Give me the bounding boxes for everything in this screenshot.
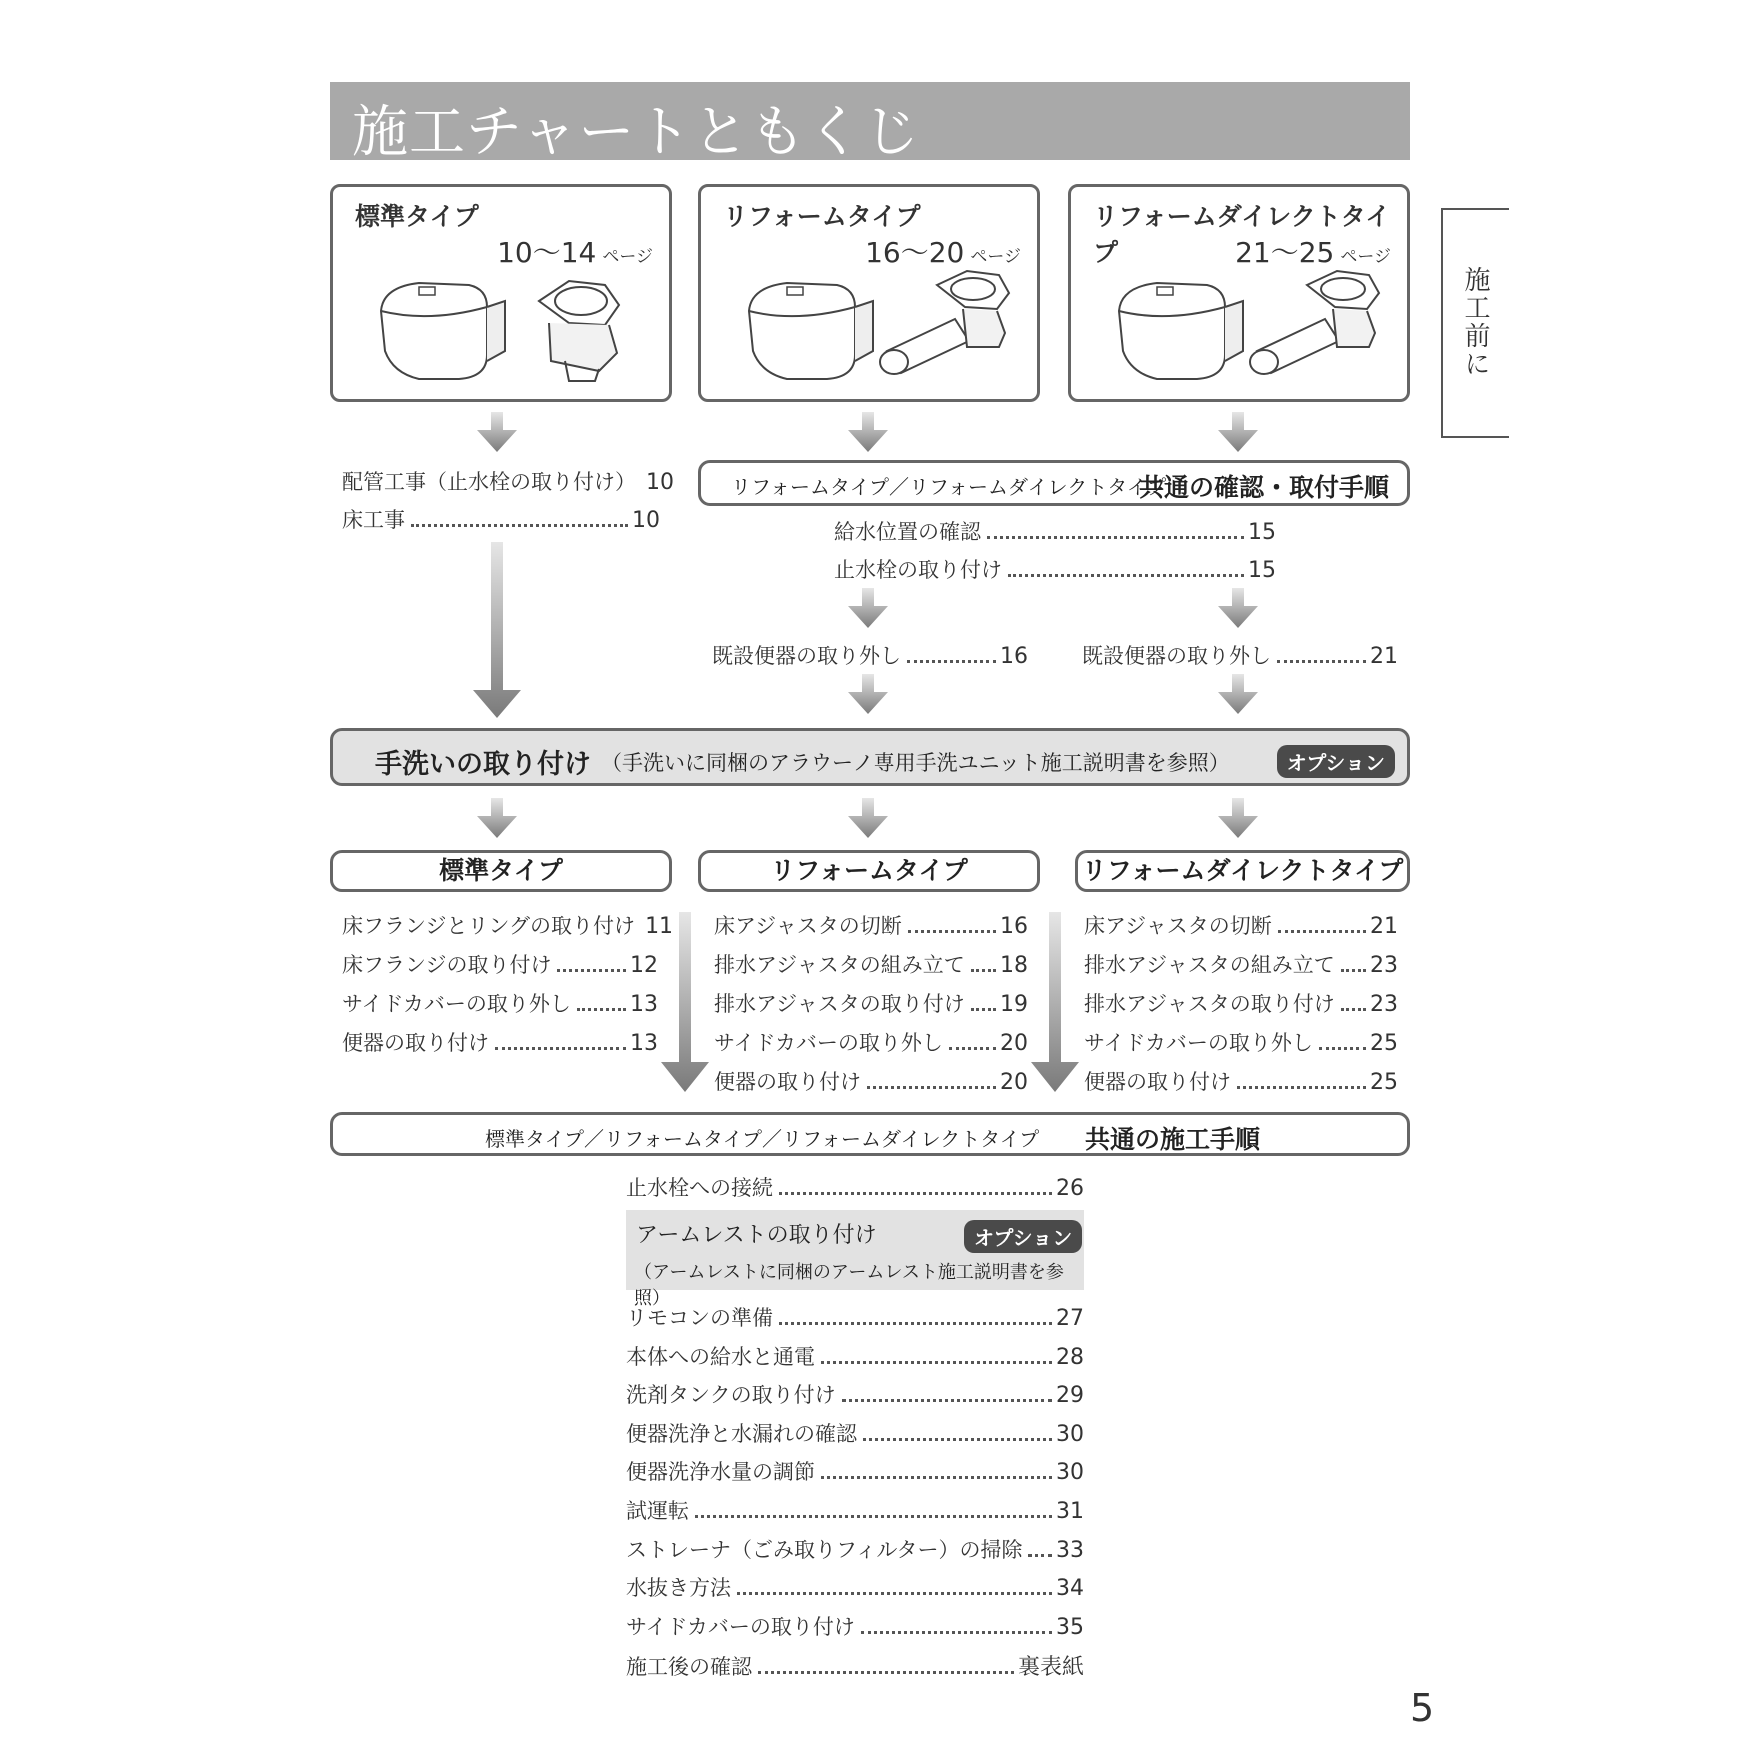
toc-entry[interactable]: 床工事 10 (342, 508, 660, 533)
toc-entry[interactable]: 便器の取り付け 20 (714, 1070, 1028, 1095)
arrow-down (477, 798, 517, 838)
toc-entry[interactable]: 排水アジャスタの取り付け 19 (714, 992, 1028, 1017)
arrow-down-long (661, 912, 709, 1092)
option-badge: オプション (964, 1220, 1082, 1253)
arrow-down (848, 674, 888, 714)
page-title: 施工チャートともくじ (352, 100, 921, 165)
type-header-standard (330, 850, 672, 892)
type-name: リフォームダイレクトタイプ (1093, 202, 1391, 267)
option-badge: オプション (1277, 745, 1395, 778)
toc-entry[interactable]: サイドカバーの取り付け 35 (626, 1615, 1084, 1640)
type-header-reform-direct (1075, 850, 1410, 892)
type-header-label: リフォームダイレクトタイプ (1081, 856, 1404, 885)
type-header-label: リフォームタイプ (770, 856, 968, 885)
toc-entry[interactable]: 便器の取り付け 25 (1084, 1070, 1398, 1095)
arrow-down (848, 588, 888, 628)
toc-entry[interactable]: 試運転 31 (626, 1499, 1084, 1524)
reform-common-title: 共通の確認・取付手順 (1139, 473, 1390, 502)
toc-entry[interactable]: サイドカバーの取り外し 13 (342, 992, 658, 1017)
toc-entry[interactable]: 床アジャスタの切断 16 (714, 914, 1028, 939)
type-name: リフォームタイプ (723, 202, 921, 231)
toc-entry[interactable]: ストレーナ（ごみ取りフィルター）の掃除 33 (626, 1538, 1084, 1563)
arrow-down (1218, 412, 1258, 452)
type-header-label: 標準タイプ (439, 856, 563, 885)
armrest-box[interactable] (626, 1210, 1084, 1309)
toc-entry[interactable]: 水抜き方法 34 (626, 1576, 1084, 1601)
all-common-box (330, 1112, 1410, 1156)
toc-entry[interactable]: 止水栓の取り付け 15 (834, 558, 1276, 583)
toc-entry[interactable]: サイドカバーの取り外し 25 (1084, 1031, 1398, 1056)
toc-entry[interactable]: 本体への給水と通電 28 (626, 1345, 1084, 1370)
toc-entry[interactable]: 床フランジの取り付け 12 (342, 953, 658, 978)
side-tab-label: 施工前に (1460, 266, 1490, 378)
toc-entry[interactable]: 床アジャスタの切断 21 (1084, 914, 1398, 939)
page-range: 16〜20 ページ (865, 236, 1021, 269)
toc-entry[interactable]: 床フランジとリングの取り付け 11 (342, 914, 674, 939)
toc-entry[interactable]: 洗剤タンクの取り付け 29 (626, 1383, 1084, 1408)
handwash-box[interactable] (330, 728, 1410, 786)
reform-common-box (698, 460, 1410, 506)
arrow-down (1218, 674, 1258, 714)
toc-entry[interactable]: リモコンの準備 27 (626, 1306, 1084, 1331)
toc-entry[interactable]: 便器洗浄と水漏れの確認 30 (626, 1422, 1084, 1447)
arrow-down (1218, 798, 1258, 838)
handwash-title: 手洗いの取り付け (375, 749, 591, 780)
toc-entry[interactable]: 給水位置の確認 15 (834, 520, 1276, 545)
arrow-down (477, 412, 517, 452)
type-header-reform (698, 850, 1040, 892)
armrest-note: （アームレストに同梱のアームレスト施工説明書を参照） (634, 1262, 1064, 1309)
toc-entry[interactable]: 排水アジャスタの組み立て 23 (1084, 953, 1398, 978)
arrow-down (848, 798, 888, 838)
arrow-down-long (473, 542, 521, 718)
all-common-title: 共通の施工手順 (1085, 1125, 1261, 1154)
page-number: 5 (1410, 1686, 1435, 1730)
armrest-title: アームレストの取り付け (636, 1223, 877, 1248)
type-name: 標準タイプ (355, 202, 479, 231)
toc-entry[interactable]: 排水アジャスタの取り付け 23 (1084, 992, 1398, 1017)
arrow-down (1218, 588, 1258, 628)
arrow-down-long (1031, 912, 1079, 1092)
toc-entry[interactable]: 排水アジャスタの組み立て 18 (714, 953, 1028, 978)
toc-entry[interactable]: 配管工事（止水栓の取り付け） 10 (342, 470, 674, 495)
page-range: 10〜14 ページ (497, 236, 653, 269)
arrow-down (848, 412, 888, 452)
toc-entry[interactable]: 止水栓への接続 26 (626, 1176, 1084, 1201)
toc-entry[interactable]: 便器洗浄水量の調節 30 (626, 1460, 1084, 1485)
toc-entry[interactable]: 便器の取り付け 13 (342, 1031, 658, 1056)
page-range: 21〜25 ページ (1235, 236, 1391, 269)
handwash-note: （手洗いに同梱のアラウーノ専用手洗ユニット施工説明書を参照） (601, 751, 1230, 775)
toc-entry[interactable]: 既設便器の取り外し 21 (1082, 644, 1398, 669)
toc-entry[interactable]: サイドカバーの取り外し 20 (714, 1031, 1028, 1056)
all-common-types: 標準タイプ／リフォームタイプ／リフォームダイレクトタイプ (485, 1127, 1040, 1151)
toc-entry[interactable]: 施工後の確認 裏表紙 (626, 1655, 1084, 1680)
toc-entry[interactable]: 既設便器の取り外し 16 (712, 644, 1028, 669)
reform-common-types: リフォームタイプ／リフォームダイレクトタイプ (731, 475, 1167, 499)
